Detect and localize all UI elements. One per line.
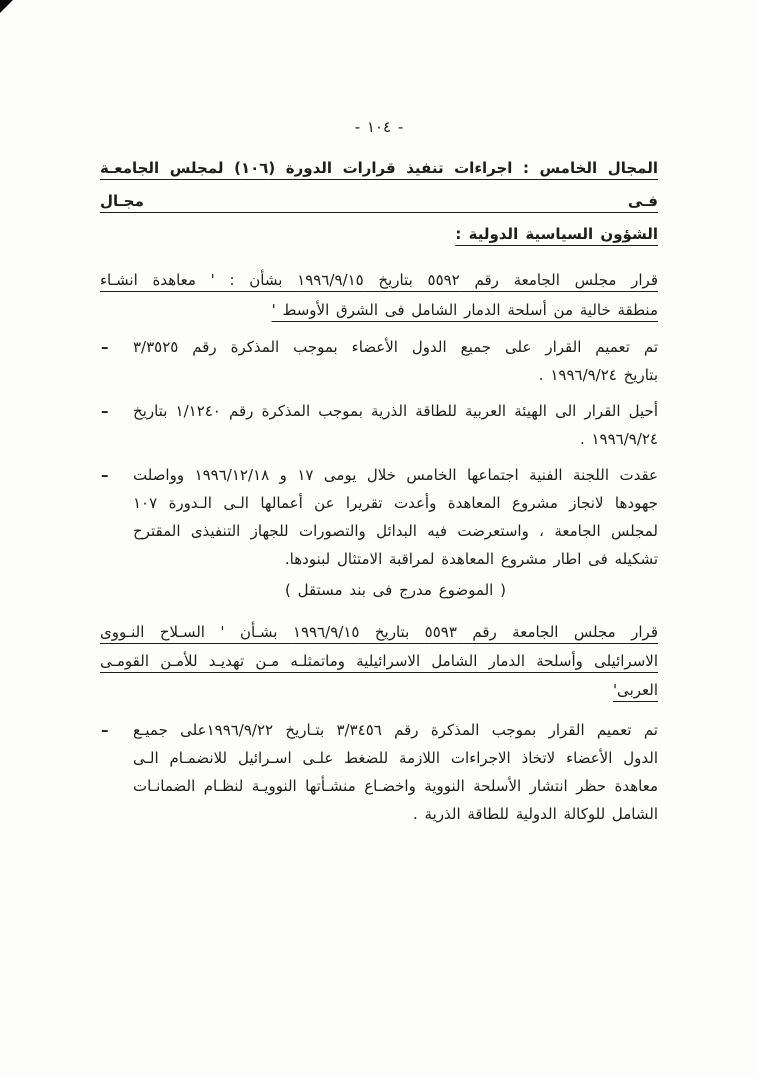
body-line: بتاريخ ١٩٩٦/٩/٢٤ . [538,366,658,384]
body-line: لمجلس الجامعة ، واستعرضت فيه البدائل والتصورات للجهاز التنفيذى المقترح [133,522,658,540]
title-line: الاسرائيلى وأسلحة الدمار الشامل الاسرائيلية وماتمثلـه مـن تهديـد للأمـن القومـى [100,652,658,670]
scan-corner-artifact-icon [0,0,13,13]
body-line: تم تعميم القرار بموجب المذكرة رقم ٣/٣٤٥٦ بتـاريخ ١٩٩٦/٩/٢٢على جميـع [133,721,658,739]
dash-marker: – [101,338,109,356]
dash-marker: – [101,466,109,484]
resolution-5593-title [100,618,658,705]
body-line: تم تعميم القرار على جميع الدول الأعضاء بموجب المذكرة رقم ٣/٣٥٢٥ [133,338,658,356]
dash-marker: – [101,721,109,739]
title-line: العربى' [612,681,658,699]
body-line: معاهدة حظر انتشار الأسلحة النووية واخضـاع منشـأتها النوويـة لنظـام الضمانـات [133,777,658,795]
body-line: تشكيله فى اطار مشروع المعاهدة لمراقبة الامتثال لبنودها. [284,550,658,568]
title-line: قرار مجلس الجامعة رقم ٥٥٩٣ بتاريخ ١٩٩٦/٩/١٥ بشـأن ' السـلاح النـووى [100,623,658,641]
page-number: - ١٠٤ - [354,118,404,136]
body-line: الشامل للوكالة الدولية للطاقة الذرية . [413,805,658,823]
body-line: ١٩٩٦/٩/٢٤ . [579,430,658,448]
body-line: جهودها لانجاز مشروع المعاهدة وأعدت تقريرا عن أعمالها الـى الـدورة ١٠٧ [133,494,658,512]
title-line: منطقة خالية من أسلحة الدمار الشامل فى الشرق الأوسط ' [271,301,658,319]
bullet-item [100,333,658,389]
bullet-item [100,397,658,453]
body-line: عقدت اللجنة الفنية اجتماعها الخامس خلال يومى ١٧ و ١٩٩٦/١٢/١٨ وواصلت [133,466,658,484]
body-line: أحيل القرار الى الهيئة العربية للطاقة الذرية بموجب المذكرة رقم ١/١٢٤٠ بتاريخ [133,402,659,420]
heading-line: المجال الخامس : اجراءات تنفيذ قرارات الدورة (١٠٦) لمجلس الجامعـة فـى مجـال [100,159,658,210]
dash-marker: – [101,402,109,420]
section-heading [100,152,658,251]
document-content [100,0,658,828]
body-line: الدول الأعضاء لاتخاذ الاجراءات اللازمة للضغط علـى اسـرائيل للانضمـام الـى [133,749,658,767]
title-line: قرار مجلس الجامعة رقم ٥٥٩٢ بتاريخ ١٩٩٦/٩/١٥ بشأن : ' معاهدة انشـاء [100,271,659,289]
bullet-item [100,716,658,828]
separate-item-note: ( الموضوع مدرج فى بند مستقل ) [285,581,506,599]
heading-line: الشؤون السياسية الدولية : [455,225,658,243]
bullet-item [100,461,658,573]
resolution-5592-title [100,265,658,325]
